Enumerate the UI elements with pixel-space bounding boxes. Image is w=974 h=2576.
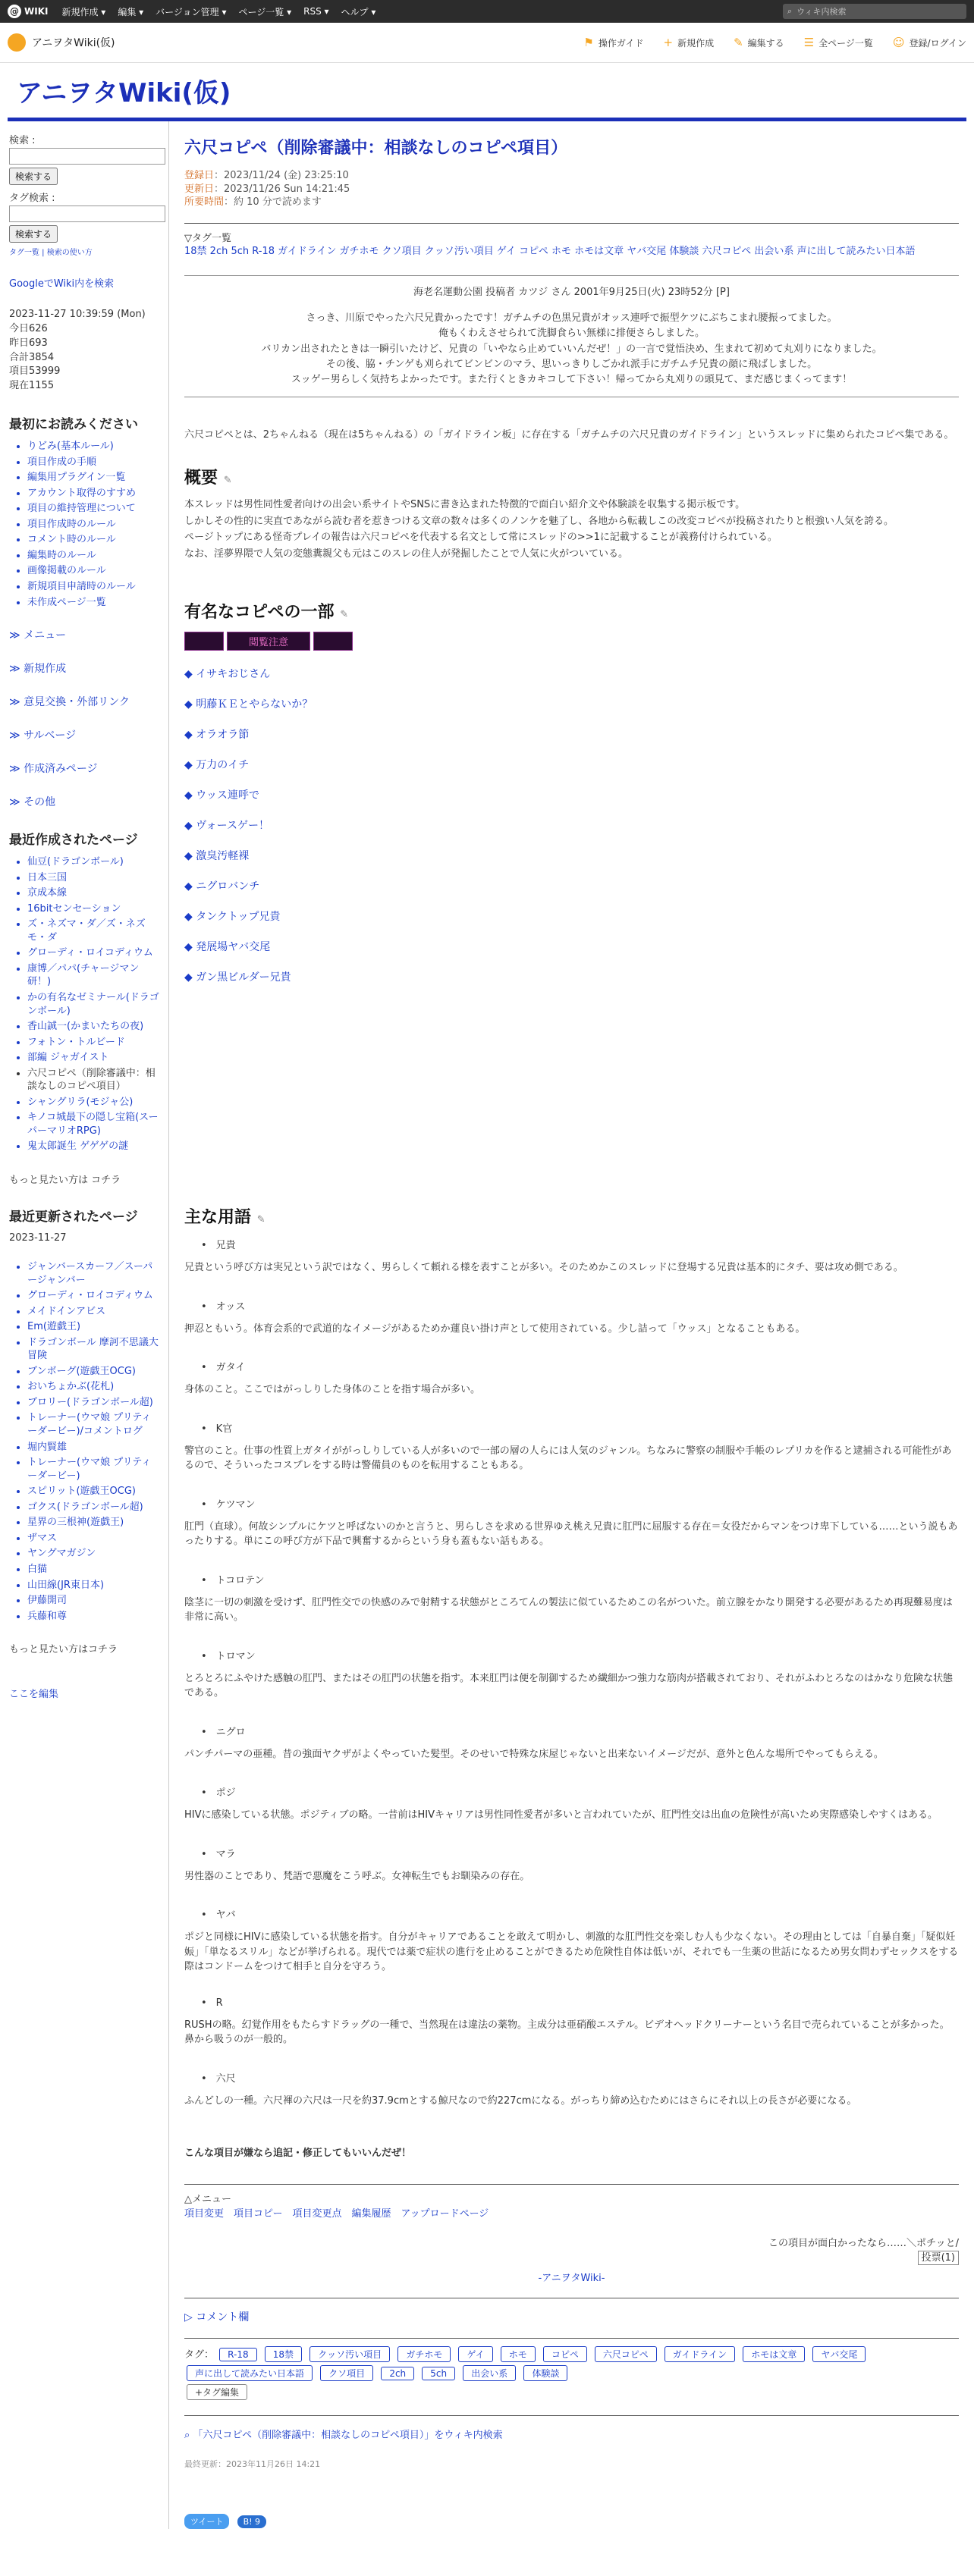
overview-line: ページトップにある怪奇プレイの報告は六尺コピペを代表する名文として常にスレッドの>>1に記載することが義務付けられている。 — [184, 532, 778, 544]
updated-link[interactable]: • 堀内賢雄 — [27, 1441, 161, 1454]
wiki-logo-icon: @ — [8, 5, 21, 18]
tag-search-button[interactable]: 検索する — [9, 225, 58, 243]
stat-datetime: 2023-11-27 10:39:59 (Mon) — [9, 309, 146, 320]
wiki-search-input[interactable]: ⌕ ウィキ内検索 — [783, 4, 966, 19]
menu-version[interactable]: バージョン管理 ▾ — [156, 6, 227, 17]
term-desc: 肛門（直球）。何故シンプルにケツと呼ばないのかと言うと、男らしさを求める世界ゆえ桃え兄貴に肛門に屈服する存在＝女役だからマンをつけ卑下している……という説もあったりする。単にこの呼び方が下品で興奮するからという身も蓋もない話もある。 — [184, 1520, 958, 1548]
term-desc: パンチパーマの亜種。昔の強面ヤクザがよくやっていた髪型。そのせいで特殊な床屋じゃないと出来ないイメージだが、意外と色んな場所でやってもらえる。 — [184, 1748, 884, 1760]
term — [184, 1359, 959, 1398]
term — [184, 1496, 959, 1549]
updated-link[interactable]: • 伊藤開司 — [27, 1594, 161, 1608]
edit-pencil-icon[interactable]: ✎ — [256, 1214, 265, 1226]
tag-list-toggle[interactable]: ▽タグ一覧 — [184, 232, 231, 244]
sidebar-link[interactable]: • 画像掲載のルール — [27, 564, 161, 578]
term — [184, 1420, 959, 1473]
famous-copy-link[interactable]: ◆ 万力のイチ — [184, 759, 250, 772]
recent-link[interactable]: • 16bitセンセーション — [27, 902, 161, 916]
menu-edit[interactable]: 編集 ▾ — [118, 6, 144, 17]
recent-created-list — [9, 855, 161, 1153]
recent-link[interactable]: • フォトン・トルビード — [27, 1036, 161, 1050]
stat-total: 合計3854 — [9, 351, 55, 363]
famous-copy-link[interactable]: ◆ タンクトップ兄貴 — [184, 911, 281, 924]
wiki-footer-link[interactable]: -アニヲタWiki- — [538, 2272, 605, 2284]
sidebar-link[interactable]: • 項目の維持管理について — [27, 502, 161, 516]
access-stats — [9, 308, 161, 394]
last-updated: 最終更新：2023年11月26日 14:21 — [184, 2458, 321, 2469]
updated-link[interactable]: • トレーナー(ウマ娘 プリティーダービー)/コメントログ — [27, 1411, 161, 1438]
action-guide[interactable]: ⚑ 操作ガイド — [583, 36, 644, 49]
term-name: • オッス — [201, 1298, 959, 1313]
term-desc: 陰茎に一切の刺激を受けず、肛門性交での快感のみで射精する状態がところてんの製法に似ているためこの名がついた。前立腺をかなり開発する必要があるため再現難易度は非常に高い。 — [184, 1596, 953, 1624]
sidebar-link[interactable]: • 未作成ページ一覧 — [27, 596, 161, 610]
section-new[interactable]: ≫ 新規作成 — [9, 663, 67, 676]
sidebar-link[interactable]: • アカウント取得のすすめ — [27, 487, 161, 500]
term — [184, 1572, 959, 1625]
sidebar-link[interactable]: • 項目作成時のルール — [27, 518, 161, 532]
pencil-icon: ✎ — [734, 36, 743, 49]
tag-chip[interactable]: クッソ汚い項目 — [309, 2346, 390, 2362]
tag-chip[interactable]: 六尺コピペ — [595, 2346, 657, 2362]
term-name: • トコロテン — [201, 1572, 959, 1586]
term-desc: 男性器のことであり、梵語で悪魔をこう呼ぶ。女神転生でもお馴染みの存在。 — [184, 1870, 530, 1882]
famous-copy-link[interactable]: ◆ 発展場ヤバ交尾 — [184, 941, 271, 954]
intro-text: 六尺コピペとは、2ちゃんねる（現在は5ちゃんねる）の「ガイドライン板」に存在する「ガチムチの六尺兄貴のガイドライン」というスレッドに集められたコピペ集である。 — [184, 428, 954, 441]
term-desc: HIVに感染している状態。ポジティブの略。一昔前はHIVキャリアは男性同性愛者が多いと言われていたが、肛門性交は出血の危険性が高いため実際感染しやすくはある。 — [184, 1809, 938, 1821]
term — [184, 1648, 959, 1701]
sidebar-search-button[interactable]: 検索する — [9, 168, 58, 185]
badge-left — [184, 632, 224, 651]
search-in-wiki-link[interactable]: ⌕ 「六尺コピペ（削除審議中：相談なしのコピペ項目）」をウィキ内検索 — [184, 2429, 503, 2441]
tag-chip[interactable]: ゲイ — [458, 2346, 492, 2362]
tag-chip[interactable]: R-18 — [219, 2348, 256, 2361]
updated-link[interactable]: • ヤングマガジン — [27, 1547, 161, 1561]
tag-list[interactable]: 18禁 2ch 5ch R-18 ガイドライン ガチホモ クソ項目 クッソ汚い項目 ゲイ コピペ ホモ ホモは文章 ヤバ交尾 体験談 六尺コピペ 出会い系 声に出して読みたい日本語 — [184, 245, 916, 257]
edit-sidebar-link[interactable]: ここを編集 — [9, 1689, 59, 1701]
more-created-link[interactable]: もっと見たい方は コチラ — [9, 1175, 121, 1187]
tag-chips — [184, 2345, 959, 2402]
recent-link[interactable]: • シャングリラ(モジャ公) — [27, 1096, 161, 1109]
closing-text: こんな項目が嫌なら追記・修正してもいいんだぜ！ — [184, 2148, 412, 2160]
quote-header: 海老名運動公園 投稿者 カツジ さん 2001年9月25日(火) 23時52分 [P] — [413, 287, 730, 299]
read-first-heading: 最初にお読みください — [9, 417, 138, 433]
overview-heading-text: 概要 — [184, 469, 218, 488]
updated-link[interactable]: • ブンボーグ(遊戯王OCG) — [27, 1365, 161, 1379]
quote-line: 俺もくわえさせられて洗脚食らい無様に排便さらしました。 — [438, 328, 705, 340]
registered-date: ：2023/11/24 (金) 23:25:10 — [214, 170, 349, 181]
updated-link[interactable]: • 山田線(JR東日本) — [27, 1579, 161, 1592]
term-name: • トロマン — [201, 1648, 959, 1662]
search-icon: ⌕ — [787, 6, 793, 16]
term — [184, 1846, 959, 1884]
vote-text: この項目が面白かったなら……＼ポチッと/ — [768, 2237, 959, 2249]
stat-yesterday: 昨日693 — [9, 337, 48, 349]
overview-line: 本スレッドは男性同性愛者向けの出会い系サイトやSNSに書き込まれた特徴的で面白い紹介文や体験談を収集する掲示板です。 — [184, 499, 746, 511]
edit-pencil-icon[interactable]: ✎ — [340, 609, 349, 621]
stat-now: 現在1155 — [9, 380, 55, 392]
more-updated-link[interactable]: もっと見たい方はコチラ — [9, 1644, 118, 1656]
wiki-logo[interactable]: @ WIKI — [8, 5, 48, 18]
tag-label: タグ： — [184, 2349, 215, 2361]
updated-link[interactable]: • 白猫 — [27, 1563, 161, 1577]
google-search-link[interactable]: GoogleでWiki内を検索 — [9, 278, 115, 290]
recent-link[interactable]: • 日本三国 — [27, 871, 161, 885]
updated-link[interactable]: • 兵藤和尊 — [27, 1610, 161, 1624]
section-menu[interactable]: ≫ メニュー — [9, 629, 67, 642]
reading-time: ：約 10 分で読めます — [224, 196, 322, 209]
famous-copy-link[interactable]: ◆ オラオラ節 — [184, 729, 250, 742]
guide-icon: ⚑ — [583, 36, 594, 49]
famous-copy-link[interactable]: ◆ ウッス連呼で — [184, 789, 259, 802]
quote-line: スッゲー男らしく気持ちよかったです。また行くときカキコして下さい！帰ってから丸刈りの頭見て、まだ感じまくってます！ — [291, 373, 853, 385]
sidebar-search-input[interactable] — [9, 148, 165, 165]
updated-link[interactable]: • 星界の三根神(遊戯王) — [27, 1516, 161, 1530]
term — [184, 1784, 959, 1823]
recent-created-heading: 最近作成されたページ — [9, 833, 138, 849]
article-menu-links[interactable]: 項目変更 項目コピー 項目変更点 編集履歴 アップロードページ — [184, 2207, 489, 2220]
reading-label: 所要時間 — [184, 196, 225, 209]
term-name: • ヤバ — [201, 1906, 959, 1921]
recent-link[interactable]: • 京成本線 — [27, 886, 161, 900]
tag-chip[interactable]: ヤバ交尾 — [812, 2346, 866, 2362]
term-name: • R — [201, 1997, 959, 2009]
sidebar-link[interactable]: • りどみ(基本ルール) — [27, 440, 161, 453]
updated-link[interactable]: • トレーナー(ウマ娘 プリティーダービー) — [27, 1456, 161, 1483]
famous-copy-link[interactable]: ◆ ニグロバンチ — [184, 880, 260, 893]
tag-chip[interactable]: ガイドライン — [665, 2346, 735, 2362]
tag-chip[interactable]: 出会い系 — [463, 2365, 516, 2381]
terms-heading-text: 主な用語 — [184, 1208, 252, 1228]
plus-icon: + — [663, 36, 674, 49]
recent-link[interactable]: • キノコ城最下の隠し宝箱(スーパーマリオRPG) — [27, 1111, 161, 1137]
recent-link[interactable]: • グローディ・ロイコディウム — [27, 946, 161, 960]
updated-link[interactable]: • Em(遊戯王) — [27, 1320, 161, 1334]
read-first-list — [9, 440, 161, 609]
search-icon: ⌕ — [184, 2429, 193, 2441]
action-new[interactable]: + 新規作成 — [663, 36, 715, 49]
updated-date: 2023-11-27 — [9, 1232, 67, 1244]
term-name: • ポジ — [201, 1784, 959, 1799]
sidebar-link[interactable]: • 編集用プラグイン一覧 — [27, 471, 161, 485]
menu-help[interactable]: ヘルプ ▾ — [341, 6, 376, 17]
site-icon — [8, 33, 26, 52]
user-icon: ☺ — [892, 36, 905, 49]
famous-copy-link[interactable]: ◆ 明藤ＫＥとやらないか？ — [184, 698, 313, 711]
tag-edit-button[interactable]: +タグ編集 — [187, 2384, 247, 2400]
tag-chip[interactable]: クソ項目 — [320, 2365, 373, 2381]
updated-label: 更新日 — [184, 183, 215, 195]
action-login[interactable]: ☺ 登録/ログイン — [892, 36, 966, 49]
site-title-band — [0, 63, 974, 118]
recent-updated-heading: 最近更新されたページ — [9, 1210, 138, 1225]
hatena-bookmark-button[interactable]: B! 9 — [237, 2515, 266, 2528]
overview-heading — [184, 465, 959, 488]
article — [168, 121, 974, 2529]
recent-link[interactable]: • 香山誠一(かまいたちの夜) — [27, 1020, 161, 1034]
list-icon: ☰ — [803, 36, 815, 49]
site-header — [0, 23, 974, 63]
badge-warning: 閲覧注意 — [227, 632, 310, 651]
term — [184, 1298, 959, 1337]
comment-toggle[interactable]: ▷ コメント欄 — [184, 2311, 250, 2323]
term-desc: 兄貴という呼び方は実兄という訳ではなく、男らしくて頼れる様を表すことが多い。そのためかこのスレッドに登場する兄貴は基本的にタチ、要は攻め側である。 — [184, 1262, 903, 1274]
tag-chip[interactable]: 5ch — [422, 2367, 455, 2380]
updated-link[interactable]: • メイドインアビス — [27, 1305, 161, 1319]
site-name[interactable]: アニヲタWiki(仮) — [32, 37, 115, 49]
tag-search-input[interactable] — [9, 206, 165, 222]
term-desc: 警官のこと。仕事の性質上ガタイががっしりしている人が多いので一部の層の人らには人気のジャンル。ちなみに警察の制服や手帳のレプリカを作ると逮捕される可能性があるので、そういったコスプレをする時は警備員のものを転用することもある。 — [184, 1445, 952, 1472]
updated-link[interactable]: • ブロリー(ドラゴンボール超) — [27, 1396, 161, 1410]
term-name: • K官 — [201, 1420, 959, 1435]
sidebar-link[interactable]: • 編集時のルール — [27, 549, 161, 563]
overview-line: しかしその性的に実直であながら読む者を惹きつける文章の数々は多くのノンケを魅了し、各地から転載しこの改変コピペが投稿されたりと根強い人気を誇る。 — [184, 515, 894, 527]
quote-line: さっき、川原でやった六尺兄貴かったです！ガチムチの色黒兄貴がオッス連呼で振型ケツにぶちこまれ腰振ってました。 — [306, 312, 837, 325]
tag-chip[interactable]: 18禁 — [265, 2346, 302, 2362]
quote-box — [184, 275, 959, 397]
tag-search-label: タグ検索 : — [9, 193, 55, 204]
tag-help-link[interactable]: タグ一覧 | 検索の使い方 — [9, 249, 93, 257]
term-name: • 六尺 — [201, 2070, 959, 2085]
menu-pages[interactable]: ページ一覧 ▾ — [238, 6, 292, 17]
updated-link[interactable]: • スピリット(遊戯王OCG) — [27, 1485, 161, 1498]
edit-pencil-icon[interactable]: ✎ — [223, 475, 232, 487]
term — [184, 1237, 959, 1275]
famous-heading-text: 有名なコピペの一部 — [184, 603, 335, 623]
vote-area — [184, 2235, 959, 2264]
share-buttons — [184, 2514, 959, 2529]
recent-updated-list — [9, 1260, 161, 1623]
article-meta — [184, 169, 959, 209]
famous-heading — [184, 599, 959, 623]
section-exchange[interactable]: ≫ 意見交換・外部リンク — [9, 696, 130, 709]
tag-chip[interactable]: 体験談 — [523, 2365, 567, 2381]
updated-date-value: ：2023/11/26 Sun 14:21:45 — [214, 183, 350, 195]
term-name: • ニグロ — [201, 1724, 959, 1738]
sidebar-link[interactable]: • 新規項目申請時のルール — [27, 580, 161, 594]
stat-items: 項目53999 — [9, 366, 61, 378]
term — [184, 1724, 959, 1762]
term-desc: RUSHの略。幻覚作用をもたらすドラッグの一種で、当然現在は違法の薬物。主成分は亜硝酸エステル。ビデオヘッドクリーナーという名目で売られていることが多かった。鼻から吸うのが一般的。 — [184, 2019, 950, 2046]
term-desc: 押忍ともいう。体育会系的で武道的なイメージがあるためか蓮良い掛け声として使用されている。少し詰って「ウッス」となることもある。 — [184, 1323, 806, 1335]
tag-chip[interactable]: ホモ — [501, 2346, 536, 2362]
term-name: • 兄貴 — [201, 1237, 959, 1251]
term-name: • ケツマン — [201, 1496, 959, 1511]
term-desc: ポジと同様にHIVに感染している状態を指す。自分がキャリアであることを敢えて明かし、刺激的な肛門性交を楽しむ人も少なくない。その理由としては「自暴自棄」「疑似妊娠」「単なるスリル」などが挙げられる。現代では薬で症状の進行を止めることができるため危険性自体は低いが、それでも一生薬の世話になるため男女問わずセックスをする際はコンドームをつけて相手と自分を守ろう。 — [184, 1931, 959, 1973]
recent-link-current[interactable]: • 六尺コピペ（削除審議中：相談なしのコピペ項目） — [27, 1067, 161, 1093]
updated-link[interactable]: • ゴクス(ドラゴンボール超) — [27, 1501, 161, 1514]
term-desc: ふんどしの一種。六尺褌の六尺は一尺を約37.9cmとする鯨尺なので約227cmになる。がっちり締め込むためにはさらにそれ以上の長さが必要になる。 — [184, 2094, 857, 2107]
vote-button[interactable]: 投票(1) — [918, 2251, 959, 2265]
recent-link[interactable]: • 鬼太郎誕生 ゲゲゲの謎 — [27, 1140, 161, 1153]
search-label: 検索 : — [9, 135, 36, 146]
terms-heading — [184, 1204, 959, 1228]
recent-link[interactable]: • 仙豆(ドラゴンボール) — [27, 855, 161, 869]
quote-line: その後、脇・チンゲも刈られてビンビンのマラ、思いっきりしごかれ派手にガチムチ兄貴の顔に飛ばしました。 — [325, 358, 818, 370]
term-name: • ガタイ — [201, 1359, 959, 1373]
term — [184, 1906, 959, 1975]
recent-link[interactable]: • 部編 ジャガイスト — [27, 1051, 161, 1065]
tag-chip[interactable]: ガチホモ — [397, 2346, 451, 2362]
menu-rss[interactable]: RSS ▾ — [303, 6, 329, 17]
action-all-pages[interactable]: ☰ 全ページ一覧 — [803, 36, 873, 49]
updated-link[interactable]: • ジャンバースカーフ／スーパージャンバー — [27, 1260, 161, 1287]
term-name: • マラ — [201, 1846, 959, 1860]
sidebar-link[interactable]: • コメント時のルール — [27, 533, 161, 547]
updated-link[interactable]: • おいちょかぶ(花札) — [27, 1380, 161, 1394]
menu-toggle[interactable]: △メニュー — [184, 2193, 231, 2205]
term — [184, 2070, 959, 2109]
tag-chip[interactable]: ホモは文章 — [743, 2346, 805, 2362]
tag-chip[interactable]: 2ch — [381, 2367, 414, 2380]
quote-line: バリカン出されたときは一瞬引いたけど、兄貴の「いやなら止めていいんだぜ！」の一言で覚悟決め、生まれて初めて丸刈りになりました。 — [261, 343, 882, 355]
sidebar-link[interactable]: • 項目作成の手順 — [27, 456, 161, 469]
famous-copy-link[interactable]: ◆ ヴォースゲー！ — [184, 820, 269, 833]
warning-badges — [184, 632, 959, 651]
site-title[interactable]: アニヲタWiki(仮) — [17, 77, 231, 108]
tag-chip[interactable]: コピペ — [543, 2346, 587, 2362]
tweet-button[interactable]: ツイート — [184, 2514, 229, 2529]
article-title: 六尺コピペ（削除審議中：相談なしのコピペ項目） — [184, 139, 568, 158]
term-desc: 身体のこと。ここではがっしりした身体のことを指す場合が多い。 — [184, 1384, 481, 1396]
famous-copy-link[interactable]: ◆ イサキおじさん — [184, 668, 271, 681]
updated-link[interactable]: • ザマス — [27, 1532, 161, 1545]
tag-chip[interactable]: 声に出して読みたい日本語 — [187, 2365, 313, 2381]
menu-new[interactable]: 新規作成 ▾ — [61, 6, 106, 17]
overview-line: なお、淫夢界隈で人気の変態糞親父も元はこのスレの住人が発掘したことで人気に火がついている。 — [184, 548, 629, 560]
term-desc: とろとろにふやけた感触の肛門、またはその肛門の状態を指す。本来肛門は便を制御するため繊細かつ強力な筋肉が搭載されており、それがふわとろなのはかなり危険な状態である。 — [184, 1672, 953, 1699]
action-edit[interactable]: ✎ 編集する — [734, 36, 784, 49]
section-salvage[interactable]: ≫ サルベージ — [9, 730, 77, 742]
stat-today: 今日626 — [9, 322, 48, 334]
sidebar — [0, 121, 168, 2529]
recent-link[interactable]: • 康博／パパ(チャージマン研！) — [27, 962, 161, 989]
top-toolbar — [0, 0, 974, 23]
updated-link[interactable]: • グローディ・ロイコディウム — [27, 1289, 161, 1303]
recent-link[interactable]: • かの有名なゼミナール(ドラゴンボール) — [27, 991, 161, 1018]
updated-link[interactable]: • ドラゴンボール 摩訶不思議大冒険 — [27, 1336, 161, 1363]
recent-link[interactable]: • ズ・ネズマ・ダ／ズ・ネズモ・ダ — [27, 918, 161, 944]
section-created[interactable]: ≫ 作成済みページ — [9, 763, 98, 776]
registered-label: 登録日 — [184, 170, 215, 181]
famous-copy-link[interactable]: ◆ 激臭汚軽裸 — [184, 850, 250, 863]
term — [184, 1997, 959, 2047]
section-other[interactable]: ≫ その他 — [9, 796, 56, 809]
badge-right — [313, 632, 353, 651]
famous-copy-link[interactable]: ◆ ガン黒ビルダー兄貴 — [184, 971, 291, 984]
